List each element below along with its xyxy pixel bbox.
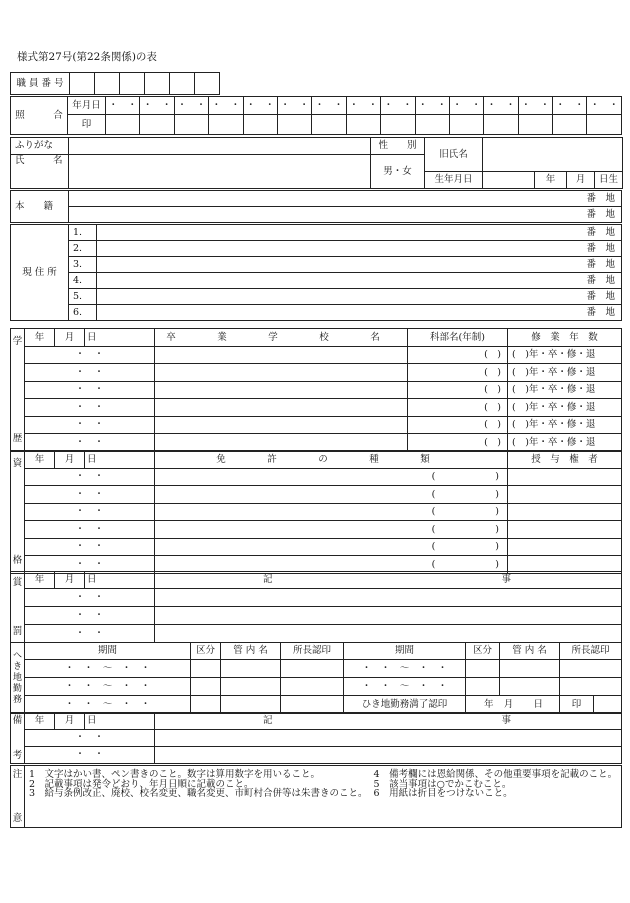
staff-number-digit[interactable] — [195, 73, 220, 95]
license-row-grantor[interactable] — [508, 538, 622, 556]
remote-row-office[interactable] — [221, 660, 281, 678]
education-row-dept[interactable]: ( ) — [408, 346, 508, 364]
verification-date-cell[interactable]: ・ ・ — [484, 97, 518, 115]
license-row-kind[interactable] — [155, 503, 508, 521]
document-title: 様式第27号(第22条関係)の表 — [17, 51, 157, 63]
notes-side-label — [11, 766, 25, 828]
education-row-date[interactable]: ・ ・ — [25, 416, 155, 434]
former-name-label: 旧氏名 — [425, 138, 483, 172]
sex-value[interactable]: 男・女 — [371, 155, 425, 189]
remote-side-char: へ — [12, 650, 22, 661]
remarks-header-ji: 事 — [501, 715, 511, 727]
remarks-header-day: 日 — [85, 713, 155, 730]
award-header-year: 年 — [25, 572, 55, 589]
remote-row-office[interactable] — [221, 678, 281, 696]
education-row-years[interactable]: ( )年・卒・修・退 — [508, 399, 622, 417]
notes-item: 5 該当事項は○でかこむこと。 — [373, 778, 512, 790]
verification-seal-cell[interactable] — [484, 115, 518, 135]
staff-number-digit[interactable] — [70, 73, 95, 95]
education-row-school[interactable] — [155, 416, 408, 434]
education-row-school[interactable] — [155, 364, 408, 382]
license-row-date[interactable]: ・ ・ — [25, 486, 155, 504]
verification-date-cell[interactable]: ・ ・ — [587, 97, 622, 115]
education-row-date[interactable]: ・ ・ — [25, 381, 155, 399]
notes-item: 1 文字はかい書、ペン書きのこと。数字は算用数字を用いること。 — [29, 769, 321, 780]
verification-date-cell[interactable]: ・ ・ — [449, 97, 483, 115]
remote-header-chief-seal-2: 所長認印 — [560, 643, 622, 660]
award-side-top: 賞 — [12, 577, 23, 588]
notes-item: 6 用紙は折目をつけないこと。 — [373, 788, 513, 799]
license-close-paren: ) — [495, 488, 499, 500]
education-side-top: 学 — [12, 336, 23, 347]
honseki-row[interactable]: 番 地 — [69, 191, 622, 207]
license-row-date[interactable]: ・ ・ — [25, 521, 155, 539]
birth-field[interactable] — [483, 172, 535, 189]
remote-row-period[interactable]: ・ ・ 〜 ・ ・ — [25, 678, 191, 696]
license-table — [10, 450, 622, 574]
award-header-ji: 事 — [501, 574, 511, 586]
remote-side-char: き — [12, 661, 22, 672]
license-close-paren: ) — [495, 506, 499, 518]
license-side-bottom: 格 — [12, 554, 23, 566]
address-index: 3. — [69, 257, 97, 273]
education-row-dept[interactable]: ( ) — [408, 381, 508, 399]
education-row-years[interactable]: ( )年・卒・修・退 — [508, 346, 622, 364]
license-row-kind[interactable] — [155, 468, 508, 486]
remote-row-division[interactable] — [191, 696, 221, 714]
address-index: 1. — [69, 225, 97, 241]
birth-day-label: 日生 — [595, 172, 623, 189]
remote-row-division-2[interactable] — [466, 678, 500, 696]
award-header-month: 月 — [55, 572, 85, 589]
staff-number-digit[interactable] — [145, 73, 170, 95]
verification-label: 照 合 — [11, 97, 68, 135]
verification-seal-cell[interactable] — [174, 115, 208, 135]
verification-date-cell[interactable]: ・ ・ — [381, 97, 415, 115]
remarks-row-record[interactable] — [155, 747, 622, 764]
verification-seal-cell[interactable] — [346, 115, 380, 135]
remarks-header-ki: 記 — [263, 715, 273, 727]
remote-row-division-2[interactable] — [466, 660, 500, 678]
remote-header-office-2: 管 内 名 — [500, 643, 560, 660]
remote-header-office: 管 内 名 — [221, 643, 281, 660]
remote-header-chief-seal: 所長認印 — [281, 643, 344, 660]
sex-label: 性 別 — [371, 138, 425, 155]
remote-complete-seal-label: 印 — [560, 696, 594, 714]
license-header-year: 年 — [25, 451, 55, 469]
remarks-header-month: 月 — [55, 713, 85, 730]
education-row-years[interactable]: ( )年・卒・修・退 — [508, 434, 622, 452]
notes-content — [25, 766, 622, 828]
remote-side-label — [11, 643, 25, 714]
verification-date-cell[interactable]: ・ ・ — [553, 97, 587, 115]
honseki-table — [10, 190, 622, 223]
education-header-school: 卒 業 学 校 名 — [155, 329, 408, 347]
award-header-ki: 記 — [263, 574, 273, 586]
education-row-dept[interactable]: ( ) — [408, 364, 508, 382]
education-side-bottom: 歴 — [12, 432, 23, 444]
staff-number-label: 職 員 番 号 — [11, 73, 70, 95]
education-row-school[interactable] — [155, 434, 408, 452]
education-header-month: 月 — [55, 329, 85, 347]
education-table — [10, 328, 622, 452]
education-row-date[interactable]: ・ ・ — [25, 434, 155, 452]
name-field[interactable] — [69, 155, 371, 189]
license-row-date[interactable]: ・ ・ — [25, 556, 155, 574]
education-row-years[interactable]: ( )年・卒・修・退 — [508, 416, 622, 434]
verification-date-cell[interactable]: ・ ・ — [518, 97, 552, 115]
verification-date-cell[interactable]: ・ ・ — [346, 97, 380, 115]
verification-seal-cell[interactable] — [381, 115, 415, 135]
address-row[interactable]: 番 地 — [97, 241, 622, 257]
license-close-paren: ) — [495, 558, 499, 570]
remote-row-division[interactable] — [191, 660, 221, 678]
license-open-paren: ( — [431, 541, 436, 553]
remarks-row-date[interactable]: ・ ・ — [25, 747, 155, 764]
notes-side-bottom: 意 — [12, 813, 23, 824]
award-table — [10, 571, 622, 643]
education-header-years: 修 業 年 数 — [508, 329, 622, 347]
license-row-date[interactable]: ・ ・ — [25, 503, 155, 521]
license-close-paren: ) — [495, 523, 499, 535]
address-index: 5. — [69, 289, 97, 305]
remarks-side-label — [11, 713, 25, 764]
award-row-date[interactable]: ・ ・ — [25, 607, 155, 625]
staff-number-digit[interactable] — [120, 73, 145, 95]
staff-number-table — [10, 72, 220, 95]
license-row-kind[interactable] — [155, 486, 508, 504]
license-header-month: 月 — [55, 451, 85, 469]
education-row-dept[interactable]: ( ) — [408, 434, 508, 452]
remote-row-chief-seal-2[interactable] — [560, 678, 622, 696]
address-label: 現 住 所 — [11, 225, 69, 321]
remote-complete-seal-cell[interactable] — [594, 696, 622, 714]
remote-row-period-2[interactable]: ・ ・ 〜 ・ ・ — [344, 678, 466, 696]
address-row[interactable]: 番 地 — [97, 289, 622, 305]
remote-complete-year[interactable]: 年 — [466, 696, 500, 714]
birth-month-label: 月 — [567, 172, 595, 189]
birth-year-label: 年 — [535, 172, 567, 189]
remote-row-chief-seal[interactable] — [281, 660, 344, 678]
education-row-years[interactable]: ( )年・卒・修・退 — [508, 364, 622, 382]
verification-seal-cell[interactable] — [106, 115, 140, 135]
education-row-school[interactable] — [155, 346, 408, 364]
license-header-grantor: 授 与 権 者 — [508, 451, 622, 469]
address-row[interactable]: 番 地 — [97, 273, 622, 289]
remote-side-char: 地 — [12, 672, 22, 683]
verification-date-cell[interactable]: ・ ・ — [277, 97, 311, 115]
award-row-record[interactable] — [155, 607, 622, 625]
verification-date-cell[interactable]: ・ ・ — [106, 97, 140, 115]
verification-seal-cell[interactable] — [209, 115, 243, 135]
license-row-grantor[interactable] — [508, 468, 622, 486]
remote-complete-month[interactable]: 月 — [500, 696, 518, 714]
verification-seal-cell[interactable] — [553, 115, 587, 135]
furigana-label: ふりがな — [11, 138, 69, 155]
license-close-paren: ) — [495, 541, 499, 553]
award-row-date[interactable]: ・ ・ — [25, 625, 155, 643]
license-open-paren: ( — [431, 558, 436, 570]
remote-service-table — [10, 642, 622, 714]
remote-header-period: 期間 — [25, 643, 191, 660]
education-header-dept: 科部名(年制) — [408, 329, 508, 347]
verification-seal-cell[interactable] — [277, 115, 311, 135]
former-name-field[interactable] — [483, 138, 623, 172]
address-index: 6. — [69, 305, 97, 321]
award-row-record[interactable] — [155, 589, 622, 607]
license-row-kind[interactable] — [155, 521, 508, 539]
education-row-date[interactable]: ・ ・ — [25, 346, 155, 364]
remote-row-period-2[interactable]: ・ ・ 〜 ・ ・ — [344, 660, 466, 678]
staff-number-digit[interactable] — [170, 73, 195, 95]
license-row-grantor[interactable] — [508, 503, 622, 521]
remarks-side-top: 備 — [12, 715, 23, 726]
verification-seal-cell[interactable] — [415, 115, 449, 135]
remote-header-division: 区分 — [191, 643, 221, 660]
notes-item: 2 記載事項は発令どおり、年月日順に記載のこと。 — [29, 778, 254, 790]
education-row-date[interactable]: ・ ・ — [25, 399, 155, 417]
award-header-day: 日 — [85, 572, 155, 589]
license-close-paren: ) — [495, 471, 499, 483]
license-row-date[interactable]: ・ ・ — [25, 468, 155, 486]
license-header-day: 日 — [85, 451, 155, 469]
verification-seal-label: 印 — [68, 115, 106, 135]
remarks-row-record[interactable] — [155, 730, 622, 747]
award-header-record — [155, 572, 622, 589]
education-row-school[interactable] — [155, 381, 408, 399]
remarks-side-bottom: 考 — [12, 749, 23, 761]
verification-date-cell[interactable]: ・ ・ — [174, 97, 208, 115]
license-header-kind: 免 許 の 種 類 — [155, 451, 508, 469]
verification-seal-cell[interactable] — [449, 115, 483, 135]
address-row[interactable]: 番 地 — [97, 257, 622, 273]
education-row-dept[interactable]: ( ) — [408, 399, 508, 417]
license-open-paren: ( — [431, 523, 436, 535]
license-row-date[interactable]: ・ ・ — [25, 538, 155, 556]
remote-row-office-2[interactable] — [500, 660, 560, 678]
notes-table — [10, 765, 622, 828]
remote-row-period[interactable]: ・ ・ 〜 ・ ・ — [25, 660, 191, 678]
furigana-field[interactable] — [69, 138, 371, 155]
education-row-date[interactable]: ・ ・ — [25, 364, 155, 382]
license-side-top: 資 — [12, 458, 23, 469]
remarks-row-date[interactable]: ・ ・ — [25, 730, 155, 747]
remote-row-chief-seal[interactable] — [281, 696, 344, 714]
remarks-table — [10, 712, 622, 764]
award-side-label — [11, 572, 25, 643]
education-header-day: 日 — [85, 329, 155, 347]
remote-row-office[interactable] — [221, 696, 281, 714]
education-side-label — [11, 329, 25, 452]
education-row-years[interactable]: ( )年・卒・修・退 — [508, 381, 622, 399]
verification-seal-cell[interactable] — [518, 115, 552, 135]
remote-row-office-2[interactable] — [500, 678, 560, 696]
verification-seal-cell[interactable] — [312, 115, 346, 135]
address-index: 4. — [69, 273, 97, 289]
remote-side-char: 務 — [12, 694, 22, 705]
address-table — [10, 224, 622, 321]
remote-complete-label: ひき地勤務満了認印 — [344, 696, 466, 714]
address-row[interactable]: 番 地 — [97, 225, 622, 241]
verification-date-cell[interactable]: ・ ・ — [243, 97, 277, 115]
verification-seal-cell[interactable] — [587, 115, 622, 135]
remote-row-period[interactable]: ・ ・ 〜 ・ ・ — [25, 696, 191, 714]
remote-header-period-2: 期間 — [344, 643, 466, 660]
license-side-label — [11, 451, 25, 574]
address-row[interactable]: 番 地 — [97, 305, 622, 321]
remote-side-char: 勤 — [12, 683, 22, 694]
education-row-dept[interactable]: ( ) — [408, 416, 508, 434]
remarks-header-record — [155, 713, 622, 730]
verification-seal-cell[interactable] — [140, 115, 174, 135]
verification-date-cell[interactable]: ・ ・ — [209, 97, 243, 115]
staff-number-digit[interactable] — [95, 73, 120, 95]
remote-complete-day[interactable]: 日 — [518, 696, 560, 714]
verification-date-cell[interactable]: ・ ・ — [415, 97, 449, 115]
honseki-row[interactable]: 番 地 — [69, 207, 622, 223]
remote-row-chief-seal-2[interactable] — [560, 660, 622, 678]
remote-row-division[interactable] — [191, 678, 221, 696]
birth-label: 生年月日 — [425, 172, 483, 189]
address-index: 2. — [69, 241, 97, 257]
education-row-school[interactable] — [155, 399, 408, 417]
license-open-paren: ( — [431, 488, 436, 500]
honseki-label: 本 籍 — [11, 191, 69, 223]
license-open-paren: ( — [431, 471, 436, 483]
verification-date-label: 年月日 — [68, 97, 106, 115]
award-side-bottom: 罰 — [12, 625, 23, 637]
personal-info-table — [10, 137, 623, 189]
license-row-grantor[interactable] — [508, 521, 622, 539]
license-open-paren: ( — [431, 506, 436, 518]
education-header-year: 年 — [25, 329, 55, 347]
name-label: 氏 名 — [11, 155, 69, 189]
notes-item: 4 備考欄には恩給関係、その他重要事項を記載のこと。 — [373, 769, 618, 780]
verification-table — [10, 96, 622, 135]
license-row-grantor[interactable] — [508, 486, 622, 504]
license-row-kind[interactable] — [155, 538, 508, 556]
notes-side-top: 注 — [12, 768, 23, 780]
notes-item: 3 給与条例改正、廃校、校名変更、職名変更、市町村合併等は朱書きのこと。 — [29, 788, 368, 799]
award-row-record[interactable] — [155, 625, 622, 643]
verification-seal-cell[interactable] — [243, 115, 277, 135]
verification-date-cell[interactable]: ・ ・ — [140, 97, 174, 115]
verification-date-cell[interactable]: ・ ・ — [312, 97, 346, 115]
remarks-header-year: 年 — [25, 713, 55, 730]
remote-header-division-2: 区分 — [466, 643, 500, 660]
remote-row-chief-seal[interactable] — [281, 678, 344, 696]
award-row-date[interactable]: ・ ・ — [25, 589, 155, 607]
